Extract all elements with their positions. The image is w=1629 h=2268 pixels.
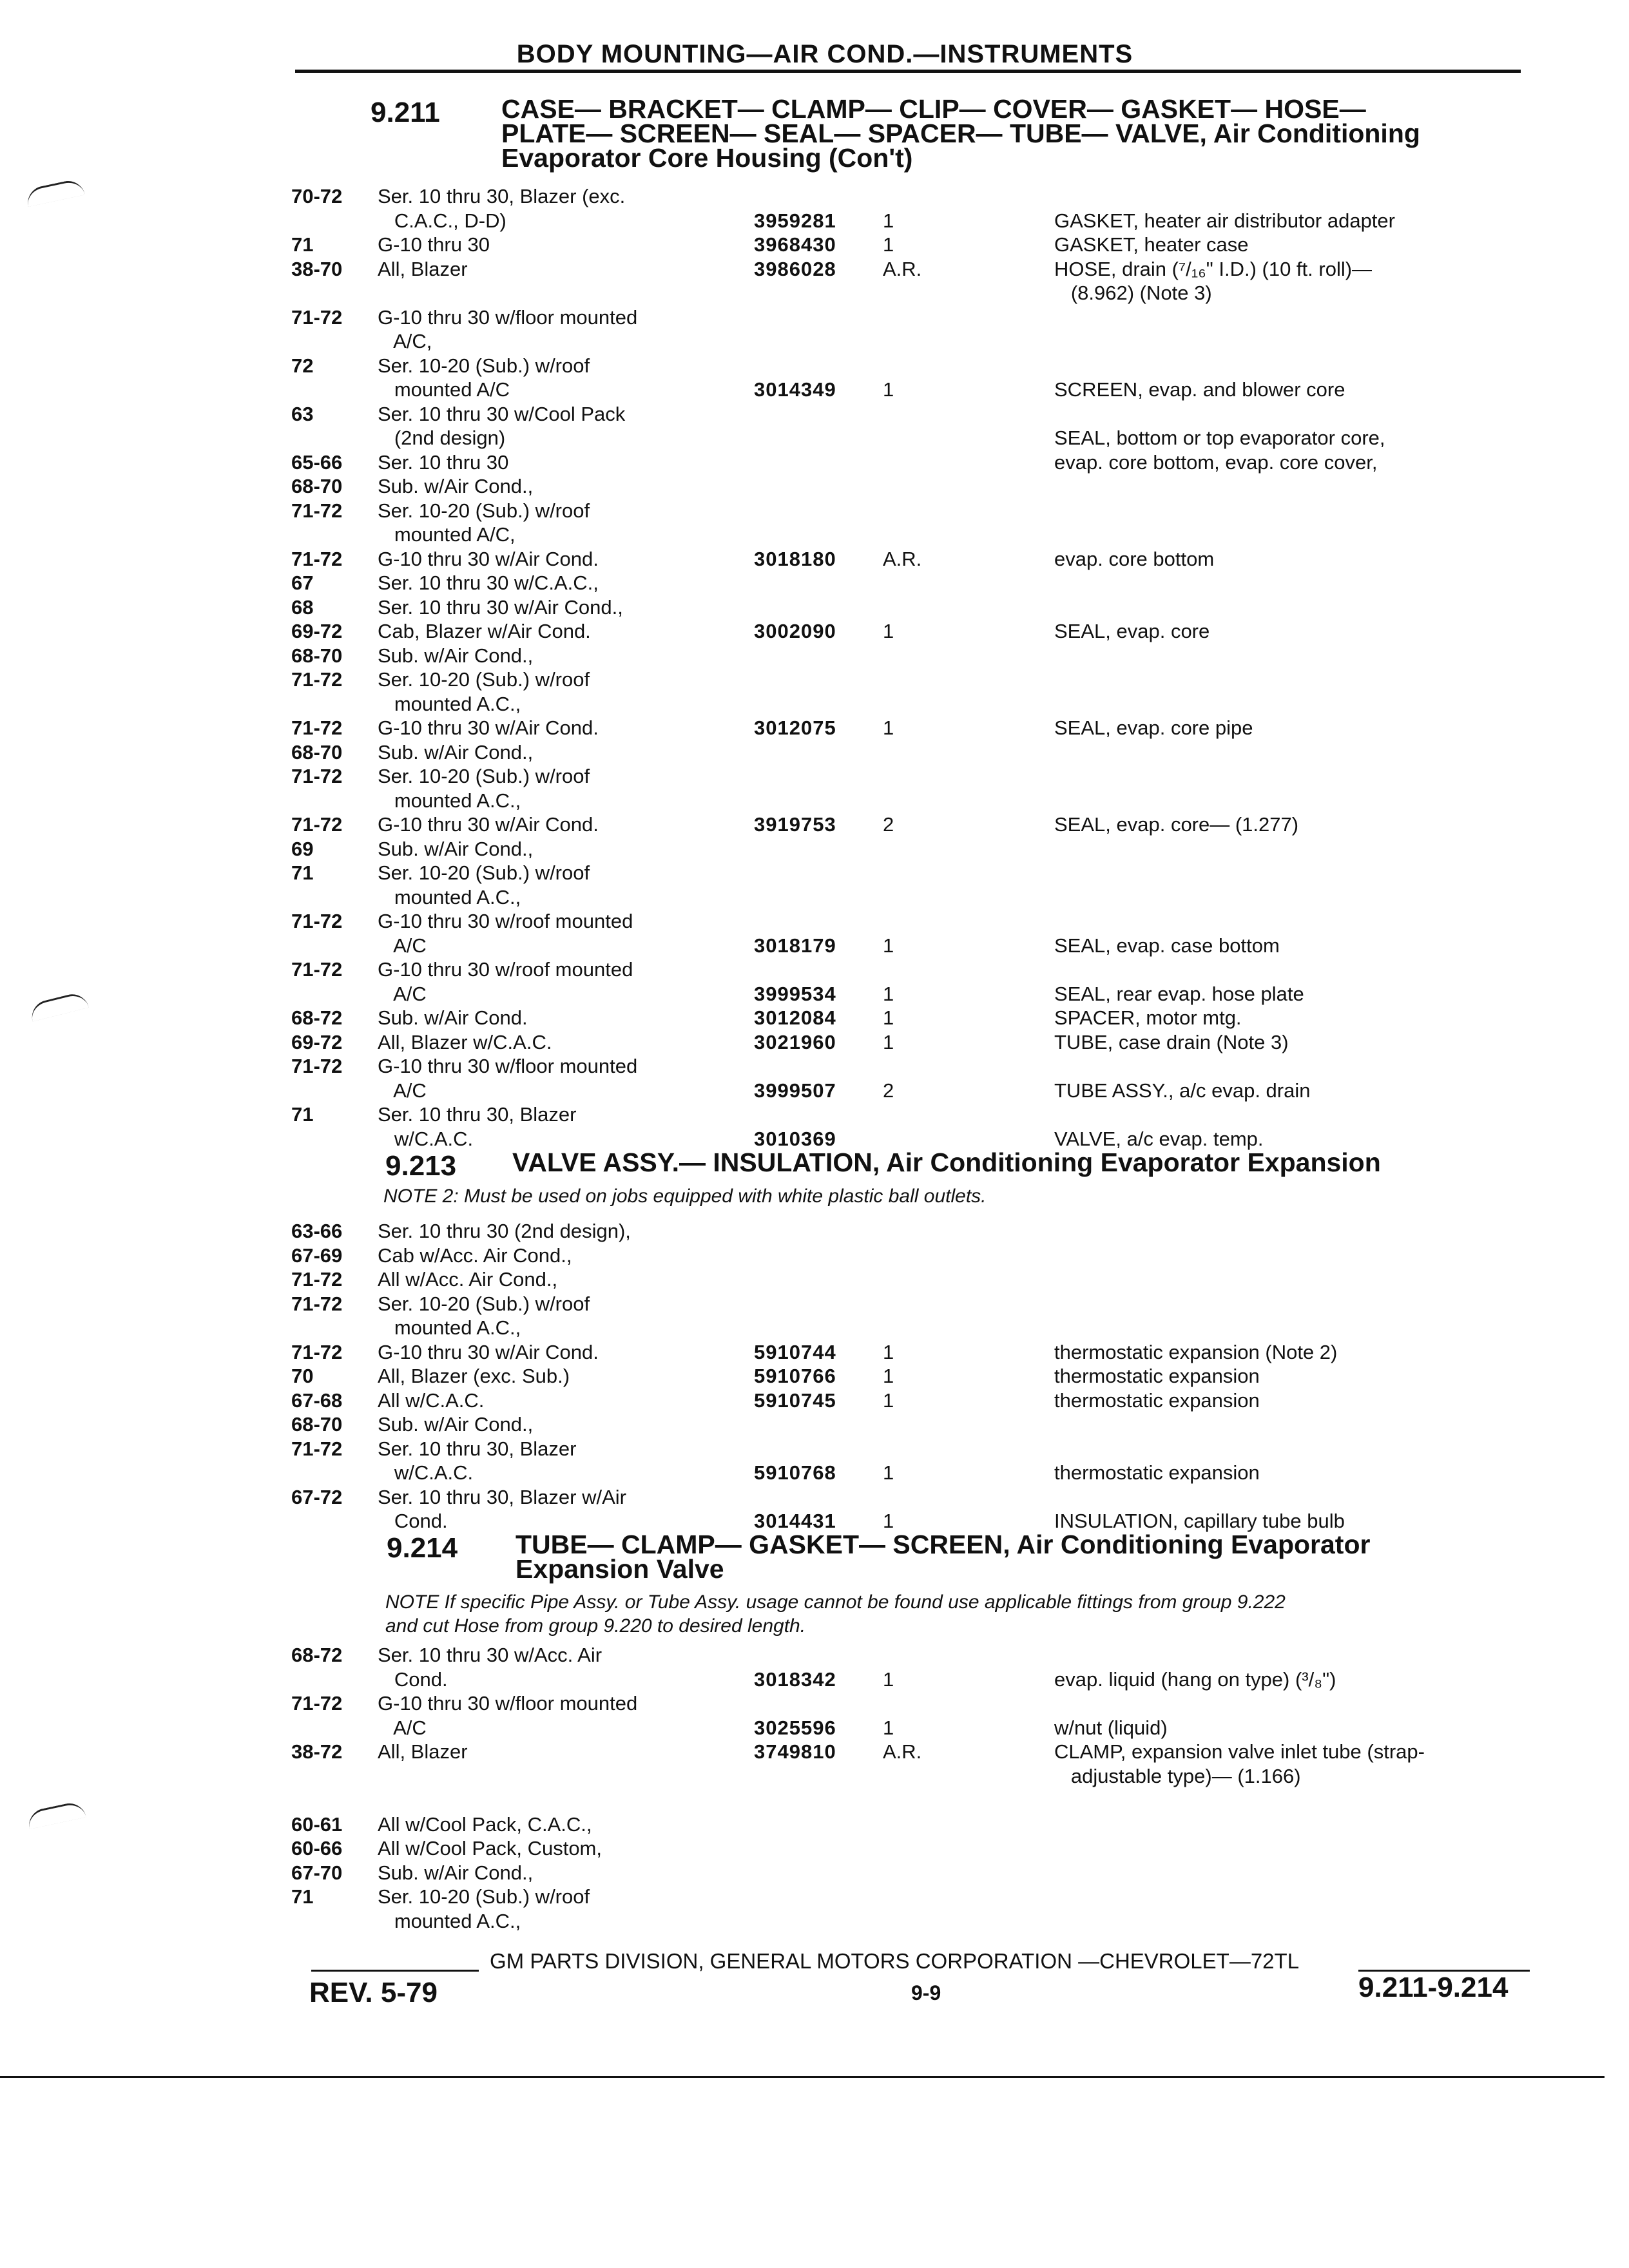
row-years: 68 (291, 595, 314, 619)
row-application: Sub. w/Air Cond., (378, 837, 534, 860)
row-years: 38-70 (291, 257, 343, 280)
table-row (0, 474, 1629, 498)
row-application: Ser. 10 thru 30 w/Acc. Air (378, 1644, 602, 1666)
row-application: G-10 thru 30 w/roof mounted (378, 910, 633, 932)
section-number: 9.213 (385, 1150, 457, 1182)
row-years: 60-66 (291, 1837, 343, 1860)
row-description: VALVE, a/c evap. temp. (1054, 1127, 1264, 1150)
row-application: A/C (378, 982, 427, 1005)
section-title: CASE— BRACKET— CLAMP— CLIP— COVER— GASKET— HOSE— PLATE— SCREEN— SEAL— SPACER— TUBE— VALVE, Air Conditioning Evaporator Core Housing (Con't) (501, 94, 1420, 173)
row-description: SEAL, rear evap. hose plate (1054, 982, 1304, 1005)
row-application: mounted A/C, (378, 523, 516, 546)
row-part-number: 3018342 (754, 1667, 836, 1691)
row-description: evap. liquid (hang on type) (³/₈") (1054, 1667, 1336, 1691)
row-years: 63-66 (291, 1220, 343, 1242)
row-years: 71-72 (291, 1437, 343, 1460)
row-quantity: 1 (883, 209, 894, 232)
row-part-number: 3999534 (754, 982, 836, 1005)
row-application: (2nd design) (378, 427, 506, 449)
row-years: 71-72 (291, 668, 343, 691)
row-description: CLAMP, expansion valve inlet tube (strap- (1054, 1740, 1425, 1763)
row-application: w/C.A.C. (378, 1127, 474, 1150)
table-row (0, 1030, 1629, 1054)
table-row (0, 861, 1629, 885)
row-years: 71-72 (291, 547, 343, 570)
row-part-number: 5910745 (754, 1389, 836, 1412)
row-years: 70 (291, 1365, 314, 1387)
row-application: Cond. (378, 1510, 448, 1532)
table-row (0, 595, 1629, 619)
revision-label: REV. 5-79 (309, 1977, 438, 2008)
row-quantity: A.R. (883, 257, 922, 280)
section-number: 9.211 (371, 97, 440, 128)
table-row (0, 329, 1629, 353)
table-row (0, 764, 1629, 788)
row-application: Ser. 10-20 (Sub.) w/roof (378, 668, 590, 691)
row-description: GASKET, heater air distributor adapter (1054, 209, 1395, 232)
row-years: 70-72 (291, 185, 343, 207)
table-row (0, 184, 1629, 208)
table-row (0, 281, 1629, 305)
table-row (0, 1437, 1629, 1461)
row-description: SCREEN, evap. and blower core (1054, 378, 1345, 401)
table-row (0, 1691, 1629, 1715)
row-application: Ser. 10 thru 30 w/Air Cond., (378, 595, 623, 619)
table-row (0, 426, 1629, 450)
row-application: Ser. 10-20 (Sub.) w/roof (378, 1292, 590, 1315)
table-row (0, 1764, 1629, 1788)
row-application: w/C.A.C. (378, 1461, 474, 1484)
row-years: 67-70 (291, 1861, 343, 1884)
row-years: 71-72 (291, 765, 343, 787)
row-quantity: 1 (883, 1365, 894, 1387)
row-description: TUBE, case drain (Note 3) (1054, 1030, 1289, 1053)
table-row (0, 499, 1629, 523)
footer-rule-left (311, 1970, 479, 1972)
row-years: 67 (291, 572, 314, 594)
row-years: 71 (291, 1103, 314, 1126)
row-description: adjustable type)— (1.166) (1054, 1764, 1301, 1787)
row-application: A/C, (378, 330, 432, 352)
row-years: 71-72 (291, 1692, 343, 1715)
row-application: mounted A/C (378, 378, 510, 401)
row-application: Sub. w/Air Cond., (378, 740, 534, 764)
row-description: w/nut (liquid) (1054, 1716, 1168, 1739)
row-application: G-10 thru 30 w/Air Cond. (378, 1340, 599, 1363)
table-row (0, 1885, 1629, 1908)
table-row (0, 1219, 1629, 1243)
row-description: evap. core bottom (1054, 547, 1215, 570)
table-row (0, 1412, 1629, 1436)
row-application: mounted A.C., (378, 885, 521, 908)
row-application: Ser. 10 thru 30, Blazer w/Air (378, 1485, 626, 1508)
row-years: 38-72 (291, 1740, 343, 1763)
row-years: 71-72 (291, 1055, 343, 1077)
row-application: G-10 thru 30 w/Air Cond. (378, 813, 599, 836)
row-application: Cab, Blazer w/Air Cond. (378, 620, 591, 642)
table-row (0, 1316, 1629, 1340)
row-application: Sub. w/Air Cond. (378, 1006, 528, 1029)
table-row (0, 1909, 1629, 1933)
row-application: Ser. 10-20 (Sub.) w/roof (378, 861, 590, 884)
table-row (0, 402, 1629, 426)
row-description: SEAL, evap. core (1054, 620, 1210, 642)
row-quantity: A.R. (883, 547, 922, 570)
section-number: 9.214 (387, 1532, 458, 1564)
table-row (0, 1389, 1629, 1412)
table-row (0, 885, 1629, 909)
row-years: 67-72 (291, 1485, 343, 1508)
row-part-number: 3002090 (754, 620, 836, 642)
row-years: 71-72 (291, 1268, 343, 1291)
row-description: evap. core bottom, evap. core cover, (1054, 450, 1378, 474)
row-part-number: 3919753 (754, 813, 836, 836)
row-description: INSULATION, capillary tube bulb (1054, 1510, 1345, 1532)
table-row (0, 547, 1629, 571)
table-row (0, 716, 1629, 740)
row-quantity: 2 (883, 1079, 894, 1102)
table-row (0, 1102, 1629, 1126)
bottom-rule (0, 2076, 1605, 2078)
table-row (0, 1812, 1629, 1836)
row-application: G-10 thru 30 w/Air Cond. (378, 716, 599, 739)
table-row (0, 523, 1629, 546)
row-application: All w/Cool Pack, C.A.C., (378, 1812, 592, 1836)
table-row (0, 378, 1629, 401)
row-years: 69-72 (291, 620, 343, 642)
row-description: TUBE ASSY., a/c evap. drain (1054, 1079, 1311, 1102)
table-row (0, 354, 1629, 378)
row-quantity: 1 (883, 378, 894, 401)
row-years: 69 (291, 837, 314, 860)
row-years: 71-72 (291, 958, 343, 981)
row-quantity: 1 (883, 1461, 894, 1484)
row-application: G-10 thru 30 w/floor mounted (378, 305, 638, 329)
row-application: Ser. 10 thru 30 (378, 450, 509, 474)
row-part-number: 3012075 (754, 716, 836, 739)
row-description: SEAL, evap. case bottom (1054, 934, 1280, 957)
table-row (0, 692, 1629, 716)
row-description: SEAL, bottom or top evaporator core, (1054, 427, 1385, 449)
row-part-number: 5910766 (754, 1365, 836, 1387)
row-years: 71-72 (291, 1340, 343, 1363)
row-application: All w/C.A.C. (378, 1389, 485, 1412)
row-application: Ser. 10-20 (Sub.) w/roof (378, 354, 590, 377)
row-quantity: 2 (883, 813, 894, 836)
section-title: VALVE ASSY.— INSULATION, Air Conditioning Evaporator Expansion (512, 1148, 1381, 1177)
row-application: Ser. 10 thru 30, Blazer (378, 1103, 577, 1126)
row-description: SEAL, evap. core— (1.277) (1054, 813, 1299, 836)
row-years: 71 (291, 233, 314, 256)
row-part-number: 3021960 (754, 1030, 836, 1053)
row-application: All w/Cool Pack, Custom, (378, 1837, 602, 1860)
row-quantity: 1 (883, 1340, 894, 1363)
section-note: NOTE If specific Pipe Assy. or Tube Assy. usage cannot be found use applicable fittings from group 9.222 and cut Hose from group 9.220 to desired length. (385, 1591, 1286, 1637)
row-quantity: 1 (883, 1006, 894, 1029)
section-range: 9.211-9.214 (1358, 1972, 1509, 2003)
table-row (0, 668, 1629, 691)
row-years: 71-72 (291, 910, 343, 932)
row-application: All, Blazer (exc. Sub.) (378, 1365, 570, 1387)
footer-corporation: GM PARTS DIVISION, GENERAL MOTORS CORPORATION —CHEVROLET—72TL (490, 1949, 1300, 1973)
row-years: 67-69 (291, 1244, 343, 1267)
row-application: Ser. 10 thru 30 w/C.A.C., (378, 572, 599, 594)
row-description: GASKET, heater case (1054, 233, 1249, 256)
row-application: G-10 thru 30 w/floor mounted (378, 1055, 638, 1077)
row-description: SEAL, evap. core pipe (1054, 716, 1253, 739)
row-part-number: 3018179 (754, 934, 836, 957)
table-row (0, 257, 1629, 281)
row-quantity: 1 (883, 1510, 894, 1532)
row-years: 72 (291, 354, 314, 377)
row-application: G-10 thru 30 (378, 233, 490, 256)
table-row (0, 957, 1629, 981)
row-quantity: 1 (883, 1667, 894, 1691)
row-years: 63 (291, 402, 314, 425)
table-row (0, 1643, 1629, 1667)
row-part-number: 3025596 (754, 1716, 836, 1739)
row-application: mounted A.C., (378, 692, 521, 715)
table-row (0, 1667, 1629, 1691)
row-part-number: 3010369 (754, 1127, 836, 1150)
row-part-number: 3018180 (754, 547, 836, 570)
row-part-number: 3749810 (754, 1740, 836, 1763)
table-row (0, 1006, 1629, 1030)
row-part-number: 3012084 (754, 1006, 836, 1029)
row-quantity: A.R. (883, 1740, 922, 1763)
row-part-number: 3986028 (754, 257, 836, 280)
table-row (0, 1267, 1629, 1291)
row-quantity: 1 (883, 1389, 894, 1412)
table-row (0, 740, 1629, 764)
row-years: 68-70 (291, 1413, 343, 1436)
page-number: 9-9 (911, 1981, 941, 2004)
row-quantity: 1 (883, 1030, 894, 1053)
row-description: HOSE, drain (⁷/₁₆" I.D.) (10 ft. roll)— (1054, 257, 1373, 280)
table-row (0, 909, 1629, 933)
row-years: 71-72 (291, 1292, 343, 1315)
row-application: Ser. 10 thru 30 w/Cool Pack (378, 402, 626, 425)
table-row (0, 305, 1629, 329)
row-years: 68-72 (291, 1006, 343, 1029)
table-row (0, 644, 1629, 668)
row-part-number: 3999507 (754, 1079, 836, 1102)
row-years: 68-70 (291, 644, 343, 667)
table-row (0, 1340, 1629, 1364)
row-part-number: 3968430 (754, 233, 836, 256)
row-quantity: 1 (883, 934, 894, 957)
table-row (0, 1127, 1629, 1151)
row-application: All, Blazer (378, 257, 468, 280)
row-application: Ser. 10-20 (Sub.) w/roof (378, 1885, 590, 1908)
row-years: 71-72 (291, 716, 343, 739)
row-application: Sub. w/Air Cond., (378, 1861, 534, 1884)
row-part-number: 3014349 (754, 378, 836, 401)
row-part-number: 5910768 (754, 1461, 836, 1484)
row-application: A/C (378, 934, 427, 957)
row-application: Sub. w/Air Cond., (378, 475, 534, 497)
table-row (0, 1364, 1629, 1388)
row-years: 71-72 (291, 813, 343, 836)
row-application: All, Blazer (378, 1740, 468, 1763)
row-application: mounted A.C., (378, 1909, 521, 1932)
row-years: 68-72 (291, 1644, 343, 1666)
table-row (0, 934, 1629, 957)
row-description: thermostatic expansion (1054, 1461, 1260, 1484)
table-row (0, 450, 1629, 474)
table-row (0, 1292, 1629, 1316)
table-row (0, 982, 1629, 1006)
table-row (0, 789, 1629, 812)
table-row (0, 1079, 1629, 1102)
row-years: 67-68 (291, 1389, 343, 1412)
row-years: 68-70 (291, 475, 343, 497)
section-title: TUBE— CLAMP— GASKET— SCREEN, Air Conditioning Evaporator Expansion Valve (516, 1530, 1371, 1584)
row-description: (8.962) (Note 3) (1054, 282, 1212, 304)
row-quantity: 1 (883, 620, 894, 642)
row-quantity: 1 (883, 1716, 894, 1739)
row-application: Ser. 10 thru 30, Blazer (378, 1437, 577, 1460)
table-row (0, 812, 1629, 836)
table-row (0, 1836, 1629, 1860)
row-quantity: 1 (883, 233, 894, 256)
table-row (0, 1054, 1629, 1078)
row-application: Sub. w/Air Cond., (378, 1413, 534, 1436)
row-application: mounted A.C., (378, 1316, 521, 1339)
table-row (0, 1244, 1629, 1267)
table-row (0, 1485, 1629, 1509)
row-part-number: 5910744 (754, 1340, 836, 1363)
row-application: Ser. 10-20 (Sub.) w/roof (378, 499, 590, 522)
row-application: A/C (378, 1716, 427, 1739)
row-years: 71 (291, 1885, 314, 1908)
page-header-title: BODY MOUNTING—AIR COND.—INSTRUMENTS (516, 40, 1133, 68)
row-application: mounted A.C., (378, 789, 521, 812)
table-row (0, 837, 1629, 861)
table-row (0, 1788, 1629, 1812)
row-years: 69-72 (291, 1030, 343, 1053)
table-row (0, 1461, 1629, 1485)
table-row (0, 233, 1629, 256)
table-row (0, 1861, 1629, 1885)
row-description: SPACER, motor mtg. (1054, 1006, 1242, 1029)
table-row (0, 1740, 1629, 1763)
table-row (0, 209, 1629, 233)
row-application: C.A.C., D-D) (378, 209, 506, 232)
row-application: All w/Acc. Air Cond., (378, 1268, 558, 1291)
row-application: Sub. w/Air Cond., (378, 644, 534, 667)
row-application: Cond. (378, 1667, 448, 1691)
section-note: NOTE 2: Must be used on jobs equipped with white plastic ball outlets. (383, 1186, 987, 1207)
row-application: Ser. 10-20 (Sub.) w/roof (378, 765, 590, 787)
row-application: G-10 thru 30 w/roof mounted (378, 958, 633, 981)
row-years: 65-66 (291, 450, 343, 474)
row-part-number: 3014431 (754, 1510, 836, 1532)
row-application: G-10 thru 30 w/Air Cond. (378, 547, 599, 570)
header-rule (295, 70, 1521, 73)
row-description: thermostatic expansion (Note 2) (1054, 1340, 1338, 1363)
row-application: G-10 thru 30 w/floor mounted (378, 1692, 638, 1715)
row-years: 71-72 (291, 305, 343, 329)
table-row (0, 619, 1629, 643)
row-years: 71-72 (291, 499, 343, 522)
row-application: Ser. 10 thru 30 (2nd design), (378, 1220, 631, 1242)
row-years: 60-61 (291, 1812, 343, 1836)
row-application: All, Blazer w/C.A.C. (378, 1030, 552, 1053)
row-application: Cab w/Acc. Air Cond., (378, 1244, 572, 1267)
row-description: thermostatic expansion (1054, 1365, 1260, 1387)
row-years: 71 (291, 861, 314, 884)
row-quantity: 1 (883, 716, 894, 739)
table-row (0, 571, 1629, 595)
row-application: A/C (378, 1079, 427, 1102)
row-description: thermostatic expansion (1054, 1389, 1260, 1412)
row-application: Ser. 10 thru 30, Blazer (exc. (378, 185, 626, 207)
row-part-number: 3959281 (754, 209, 836, 232)
row-years: 68-70 (291, 740, 343, 764)
row-quantity: 1 (883, 982, 894, 1005)
table-row (0, 1716, 1629, 1740)
